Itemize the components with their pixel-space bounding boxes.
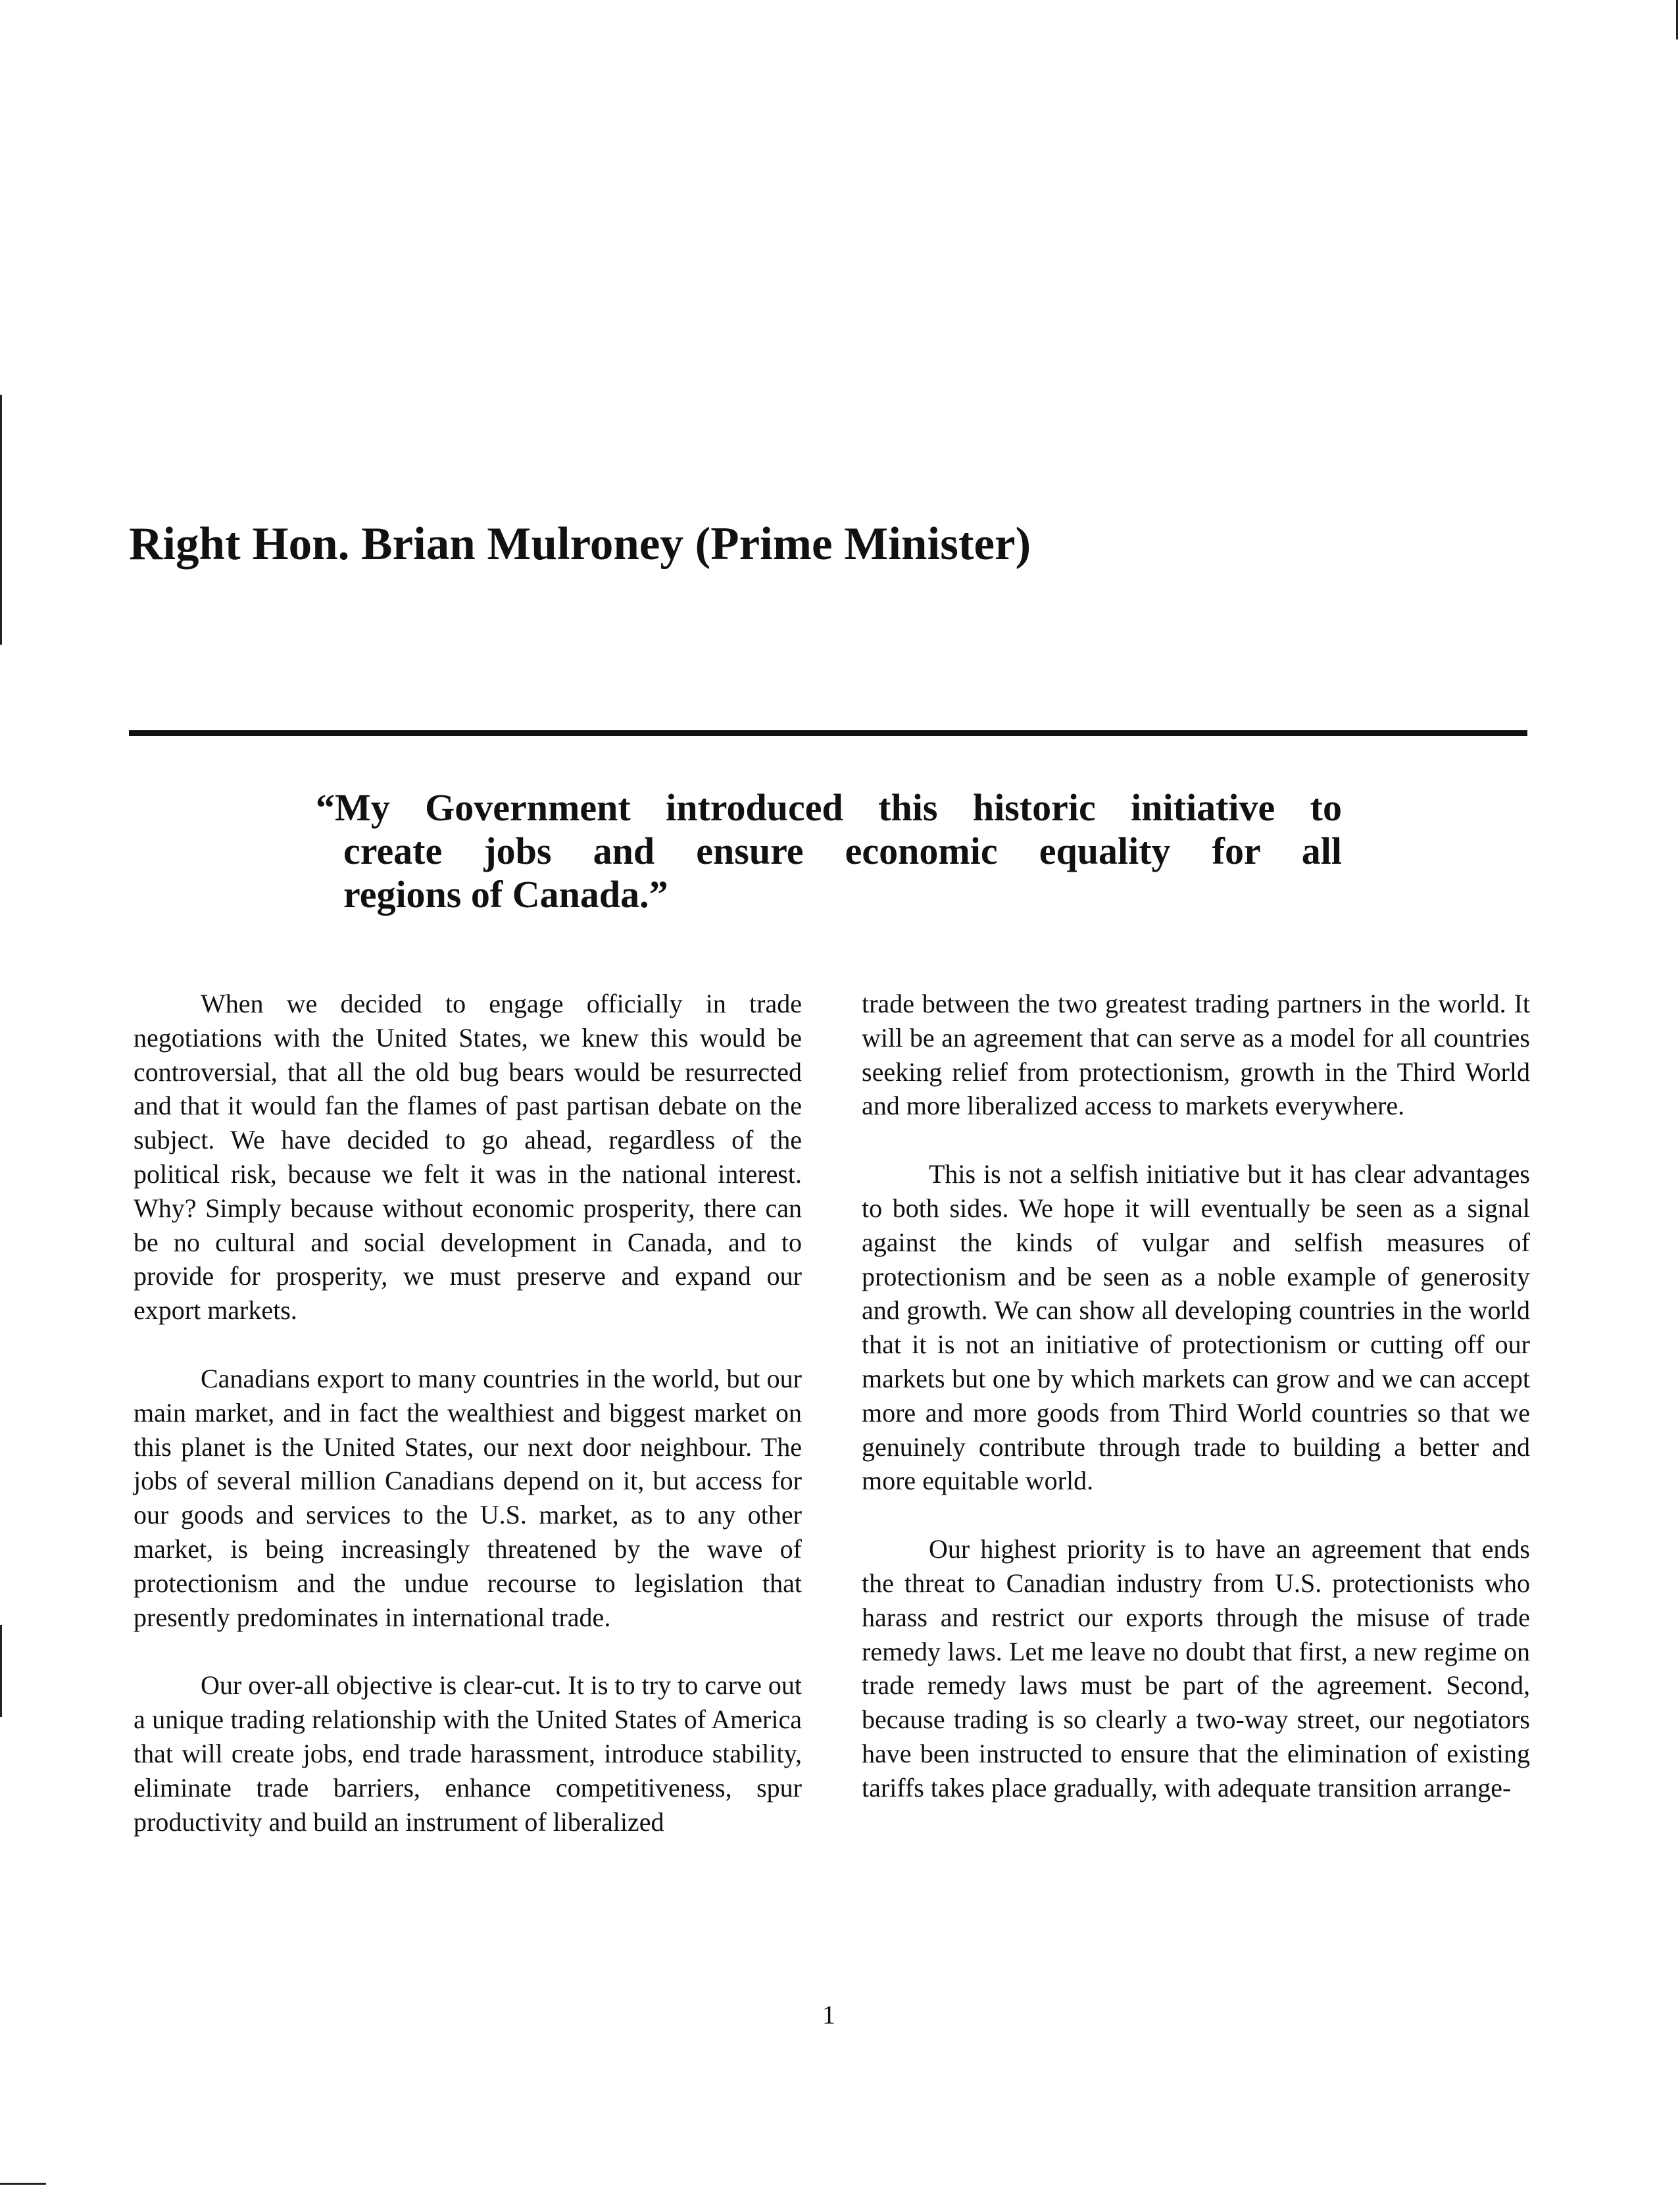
paragraph: This is not a selfish initiative but it has clear advantages to both sides. We hope it will eventually be seen as a signal against the kinds of vulgar and selfish measures of protectionism and be seen as a noble example of generosity and growth. We can show all developing countries in the world that it is not an initiative of protectionism or cutting off our markets but one by which markets can grow and we can accept more and more goods from Third World countries so that we genuinely contribute through trade to building a better and more equitable world.	[862, 1159, 1530, 1496]
scan-edge-mark	[0, 2183, 46, 2185]
paragraph: Our over-all objective is clear-cut. It is to try to carve out a unique trading relationship with the United States of America that will create jobs, end trade harassment, introduce stability, eliminate trade barriers, enhance competitiveness, spur productivity and build an instrument of liberalized	[134, 1670, 802, 1837]
paragraph: Our highest priority is to have an agreement that ends the threat to Canadian industry from U.S. protectionists who harass and restrict our exports through the misuse of trade remedy laws. Let me leave no doubt that first, a new regime on trade remedy laws must be part of the agreement. Second, because trading is so clearly a two-way street, our negotiators have been instructed to ensure that the elimination of existing tariffs takes place gradually, with adequate transition arrange-	[862, 1534, 1530, 1803]
pull-quote	[316, 786, 1342, 916]
horizontal-rule	[129, 730, 1527, 736]
scan-edge-mark	[1676, 0, 1678, 39]
page-number: 1	[822, 2000, 835, 2029]
scan-edge-mark	[0, 395, 2, 645]
pull-quote-line: create jobs and ensure economic equality for all	[343, 830, 1342, 872]
right-column	[862, 987, 1530, 1839]
scan-edge-mark	[0, 1625, 2, 1717]
page-title: Right Hon. Brian Mulroney (Prime Minister)	[129, 518, 1031, 570]
pull-quote-line: “My Government introduced this historic initiative to	[316, 786, 1342, 829]
left-column	[134, 987, 802, 1873]
paragraph: When we decided to engage officially in trade negotiations with the United States, we knew this would be controversial, that all the old bug bears would be resurrected and that it would fan the flames of past partisan debate on the subject. We have decided to go ahead, regardless of the political risk, because we felt it was in the national interest. Why? Simply because without economic prosperity, there can be no cultural and social development in Canada, and to provide for prosperity, we must preserve and expand our export markets.	[134, 989, 802, 1326]
paragraph: Canadians export to many countries in the world, but our main market, and in fact the wealthiest and biggest market on this planet is the United States, our next door neighbour. The jobs of several million Canadians depend on it, but access for our goods and services to the U.S. market, as to any other market, is being increasingly threatened by the wave of protectionism and the undue recourse to legislation that presently predominates in international trade.	[134, 1363, 802, 1632]
paragraph: trade between the two greatest trading partners in the world. It will be an agreement that can serve as a model for all countries seeking relief from protectionism, growth in the Third World and more liberalized access to markets everywhere.	[862, 989, 1530, 1121]
pull-quote-line: regions of Canada.”	[343, 873, 668, 916]
